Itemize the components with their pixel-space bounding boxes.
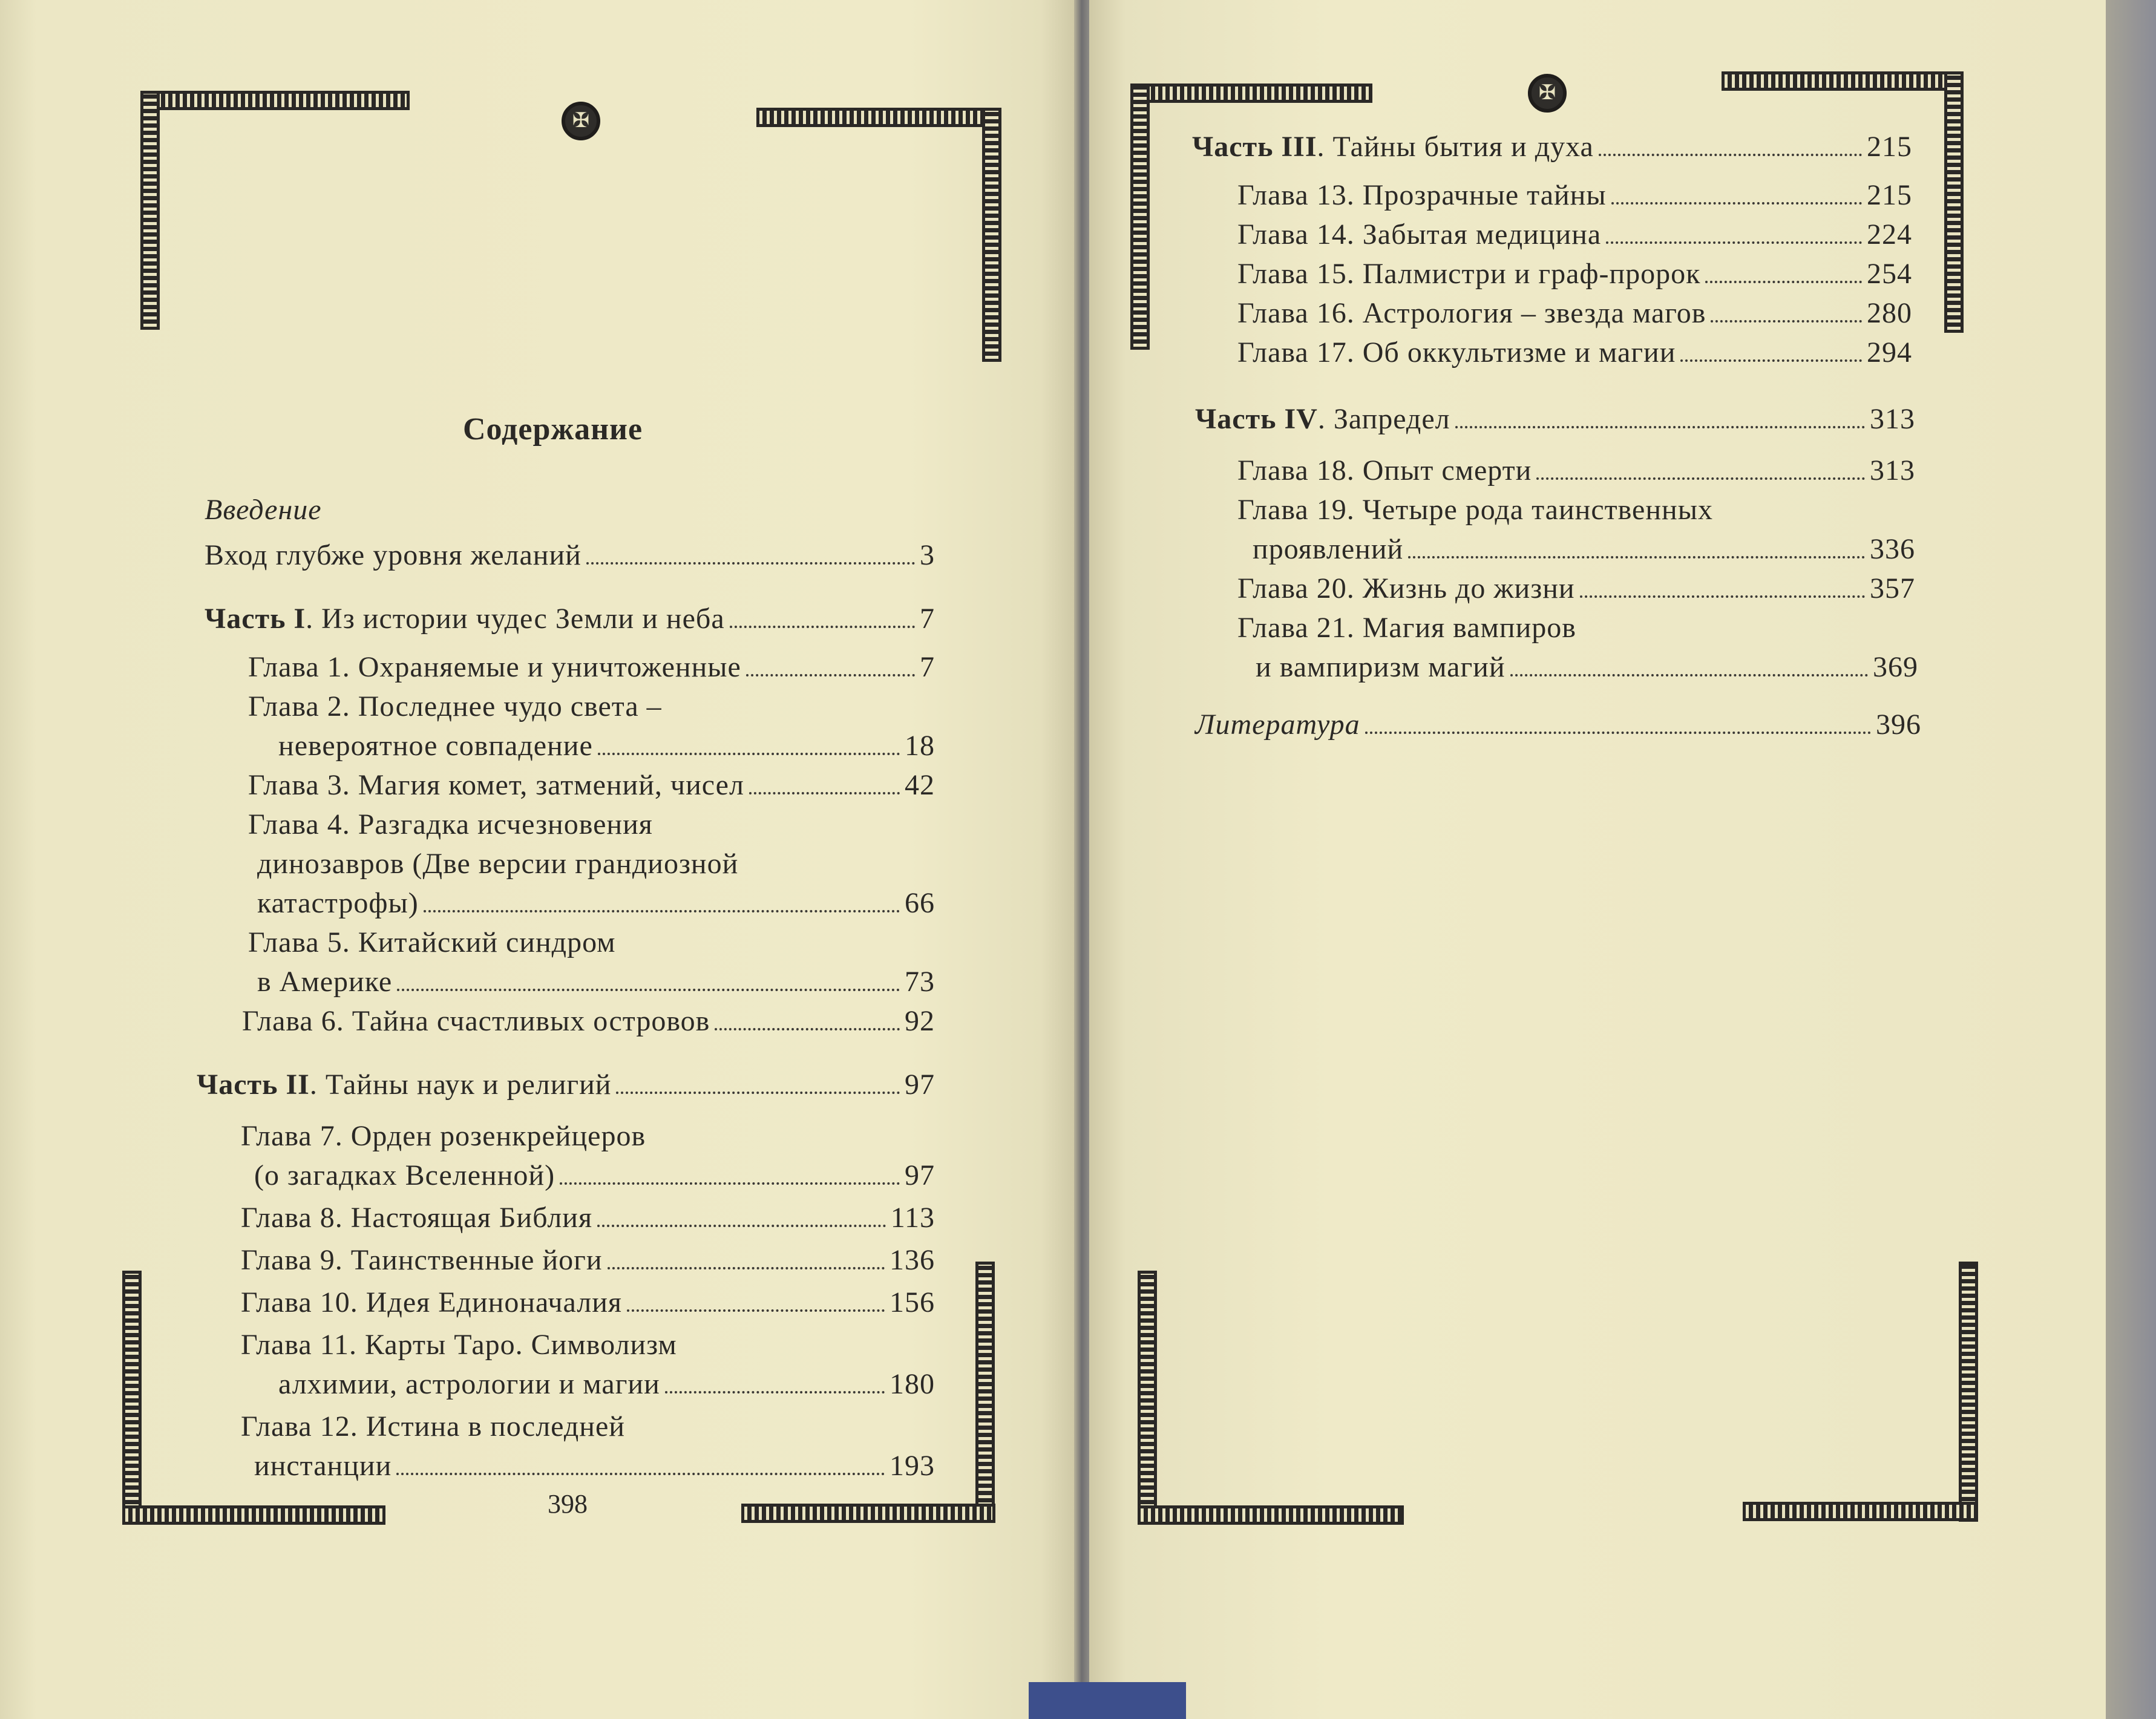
toc-entry [242, 1004, 935, 1038]
entry-page-number: 7 [920, 603, 935, 635]
entry-page-number: 136 [890, 1244, 935, 1276]
toc-entry [197, 1068, 935, 1101]
toc-entry [205, 602, 935, 635]
toc-entry [254, 1449, 935, 1482]
toc-entry [248, 768, 935, 802]
bottom-right-border [1743, 1502, 1978, 1521]
part-label: Часть IV [1195, 403, 1318, 435]
top-left-border [1130, 83, 1372, 103]
entry-title: инстанции [254, 1450, 392, 1482]
entry-page-number: 3 [920, 539, 935, 571]
dot-leader [597, 1225, 886, 1227]
part-label: Часть III [1192, 131, 1317, 163]
entry-title: Глава 6. Тайна счастливых островов [242, 1005, 710, 1037]
bottom-left-border [1138, 1505, 1404, 1525]
entry-page-number: 97 [905, 1069, 935, 1101]
entry-title: катастрофы) [257, 887, 419, 919]
toc-entry [1237, 218, 1912, 251]
entry-title: Глава 11. Карты Таро. Символизм [241, 1329, 677, 1361]
dot-leader [749, 792, 900, 794]
dot-leader [1606, 241, 1862, 244]
entry-title: Глава 10. Идея Единоначалия [241, 1286, 622, 1318]
top-left-border-vertical [140, 91, 160, 330]
toc-entry [1237, 336, 1912, 369]
toc-entry [1192, 130, 1912, 163]
entry-page-number: 280 [1867, 297, 1912, 329]
toc-entry [1253, 532, 1915, 566]
dot-leader [1580, 595, 1865, 598]
ornament-emblem: ✠ [1528, 74, 1567, 113]
entry-title: Глава 21. Магия вампиров [1237, 612, 1576, 644]
entry-title: динозавров (Две версии грандиозной [257, 848, 739, 880]
toc-entry [241, 1286, 935, 1319]
dot-leader [608, 1267, 885, 1269]
toc-entry [1237, 572, 1915, 605]
entry-title: Глава 20. Жизнь до жизни [1237, 572, 1575, 604]
toc-entry [248, 926, 616, 959]
toc-entry [205, 539, 935, 572]
entry-page-number: 156 [890, 1286, 935, 1318]
dot-leader [1365, 732, 1871, 734]
dot-leader [746, 674, 915, 676]
toc-entry [1256, 650, 1918, 684]
entry-title: Глава 12. Истина в последней [241, 1410, 625, 1442]
page-title: Содержание [463, 412, 643, 447]
entry-page-number: 224 [1867, 218, 1912, 250]
bottom-right-border-vertical [1959, 1262, 1978, 1522]
dot-leader [730, 626, 915, 628]
book-cover-edge [1029, 1682, 1186, 1719]
entry-page-number: 254 [1867, 258, 1912, 290]
entry-title: Глава 2. Последнее чудо света – [248, 690, 662, 722]
entry-title: Литература [1195, 709, 1360, 741]
entry-title: . Тайны наук и религий [309, 1069, 612, 1101]
part-label: Часть II [197, 1069, 310, 1101]
toc-entry [257, 965, 935, 998]
entry-title: Глава 17. Об оккультизме и магии [1237, 336, 1676, 368]
entry-page-number: 313 [1870, 403, 1915, 435]
toc-entry [241, 1328, 677, 1361]
dot-leader [1711, 320, 1862, 323]
toc-entry [278, 1367, 935, 1401]
dot-leader [1455, 426, 1865, 428]
toc-entry [248, 808, 653, 841]
top-right-border [1722, 71, 1964, 91]
entry-title: Глава 16. Астрология – звезда магов [1237, 297, 1706, 329]
toc-entry [241, 1201, 935, 1234]
table-surface [2106, 0, 2156, 1719]
toc-entry [254, 1159, 935, 1192]
entry-page-number: 180 [890, 1368, 935, 1400]
bottom-left-border [122, 1505, 385, 1525]
top-left-border [140, 91, 410, 110]
entry-page-number: 396 [1876, 709, 1921, 741]
page-number: 398 [548, 1489, 588, 1519]
entry-title: невероятное совпадение [278, 730, 593, 762]
dot-leader [627, 1309, 885, 1312]
top-right-border [756, 108, 1001, 127]
toc-entry [278, 729, 935, 762]
dot-leader [560, 1182, 900, 1185]
entry-title: и вампиризм магий [1256, 651, 1506, 683]
top-right-border-vertical [982, 108, 1001, 362]
toc-entry [257, 886, 935, 920]
entry-page-number: 215 [1867, 179, 1912, 211]
dot-leader [396, 1473, 885, 1475]
entry-page-number: 7 [920, 651, 935, 683]
toc-entry [1195, 402, 1915, 436]
entry-title: Глава 18. Опыт смерти [1237, 454, 1532, 486]
entry-title: Глава 9. Таинственные йоги [241, 1244, 603, 1276]
entry-page-number: 97 [905, 1159, 935, 1191]
toc-entry [1237, 257, 1912, 290]
dot-leader [616, 1092, 900, 1094]
entry-page-number: 66 [905, 887, 935, 919]
intro-label: Введение [205, 494, 322, 526]
toc-entry [1195, 708, 1921, 741]
dot-leader [1536, 477, 1865, 480]
toc-entry [248, 650, 935, 684]
entry-page-number: 42 [905, 769, 935, 801]
entry-title: Глава 7. Орден розенкрейцеров [241, 1120, 646, 1152]
bottom-right-border [741, 1504, 995, 1523]
dot-leader [1680, 359, 1862, 362]
entry-title: Глава 4. Разгадка исчезновения [248, 808, 653, 840]
entry-page-number: 193 [890, 1450, 935, 1482]
dot-leader [1705, 281, 1862, 283]
entry-title: в Америке [257, 966, 393, 998]
dot-leader [1599, 154, 1862, 156]
entry-title: Глава 13. Прозрачные тайны [1237, 179, 1607, 211]
toc-entry [248, 690, 662, 723]
dot-leader [665, 1391, 885, 1393]
dot-leader [586, 562, 915, 565]
entry-title: (о загадках Вселенной) [254, 1159, 555, 1191]
entry-title: Глава 5. Китайский синдром [248, 926, 616, 958]
entry-page-number: 336 [1870, 533, 1915, 565]
dot-leader [1408, 556, 1865, 558]
entry-title: Глава 15. Палмистри и граф-пророк [1237, 258, 1701, 290]
entry-title: . Тайны бытия и духа [1317, 131, 1594, 163]
dot-leader [397, 989, 900, 991]
dot-leader [424, 910, 900, 912]
toc-entry [257, 847, 738, 880]
ornament-emblem: ✠ [562, 102, 600, 140]
entry-page-number: 357 [1870, 572, 1915, 604]
entry-title: Глава 8. Настоящая Библия [241, 1202, 593, 1234]
toc-entry [1237, 178, 1912, 212]
entry-title: Вход глубже уровня желаний [205, 539, 582, 571]
entry-page-number: 73 [905, 966, 935, 998]
dot-leader [598, 753, 900, 755]
entry-page-number: 294 [1867, 336, 1912, 368]
dot-leader [1611, 202, 1862, 205]
entry-page-number: 215 [1867, 131, 1912, 163]
part-label: Часть I [205, 603, 306, 635]
toc-entry [241, 1243, 935, 1277]
book-spine [1074, 0, 1089, 1719]
bottom-right-border-vertical [975, 1262, 995, 1523]
entry-title: Глава 14. Забытая медицина [1237, 218, 1602, 250]
entry-title: проявлений [1253, 533, 1404, 565]
dot-leader [715, 1028, 900, 1030]
bottom-left-border-vertical [122, 1271, 142, 1525]
entry-title: Глава 19. Четыре рода таинственных [1237, 494, 1713, 526]
entry-page-number: 113 [890, 1202, 935, 1234]
entry-page-number: 18 [905, 730, 935, 762]
dot-leader [1510, 674, 1868, 676]
entry-title: Глава 3. Магия комет, затмений, чисел [248, 769, 744, 801]
bottom-left-border-vertical [1138, 1271, 1157, 1525]
entry-page-number: 92 [905, 1005, 935, 1037]
entry-page-number: 313 [1870, 454, 1915, 486]
entry-title: Глава 1. Охраняемые и уничтоженные [248, 651, 741, 683]
entry-page-number: 369 [1873, 651, 1918, 683]
toc-entry [1237, 611, 1576, 644]
entry-title: алхимии, астрологии и магии [278, 1368, 660, 1400]
toc-entry [241, 1410, 625, 1443]
toc-entry [1237, 296, 1912, 330]
toc-entry [241, 1119, 646, 1153]
entry-title: . Запредел [1317, 403, 1450, 435]
entry-title: . Из истории чудес Земли и неба [306, 603, 725, 635]
toc-entry [1237, 493, 1713, 526]
toc-entry [1237, 454, 1915, 487]
top-left-border-vertical [1130, 83, 1150, 350]
top-right-border-vertical [1944, 71, 1964, 333]
